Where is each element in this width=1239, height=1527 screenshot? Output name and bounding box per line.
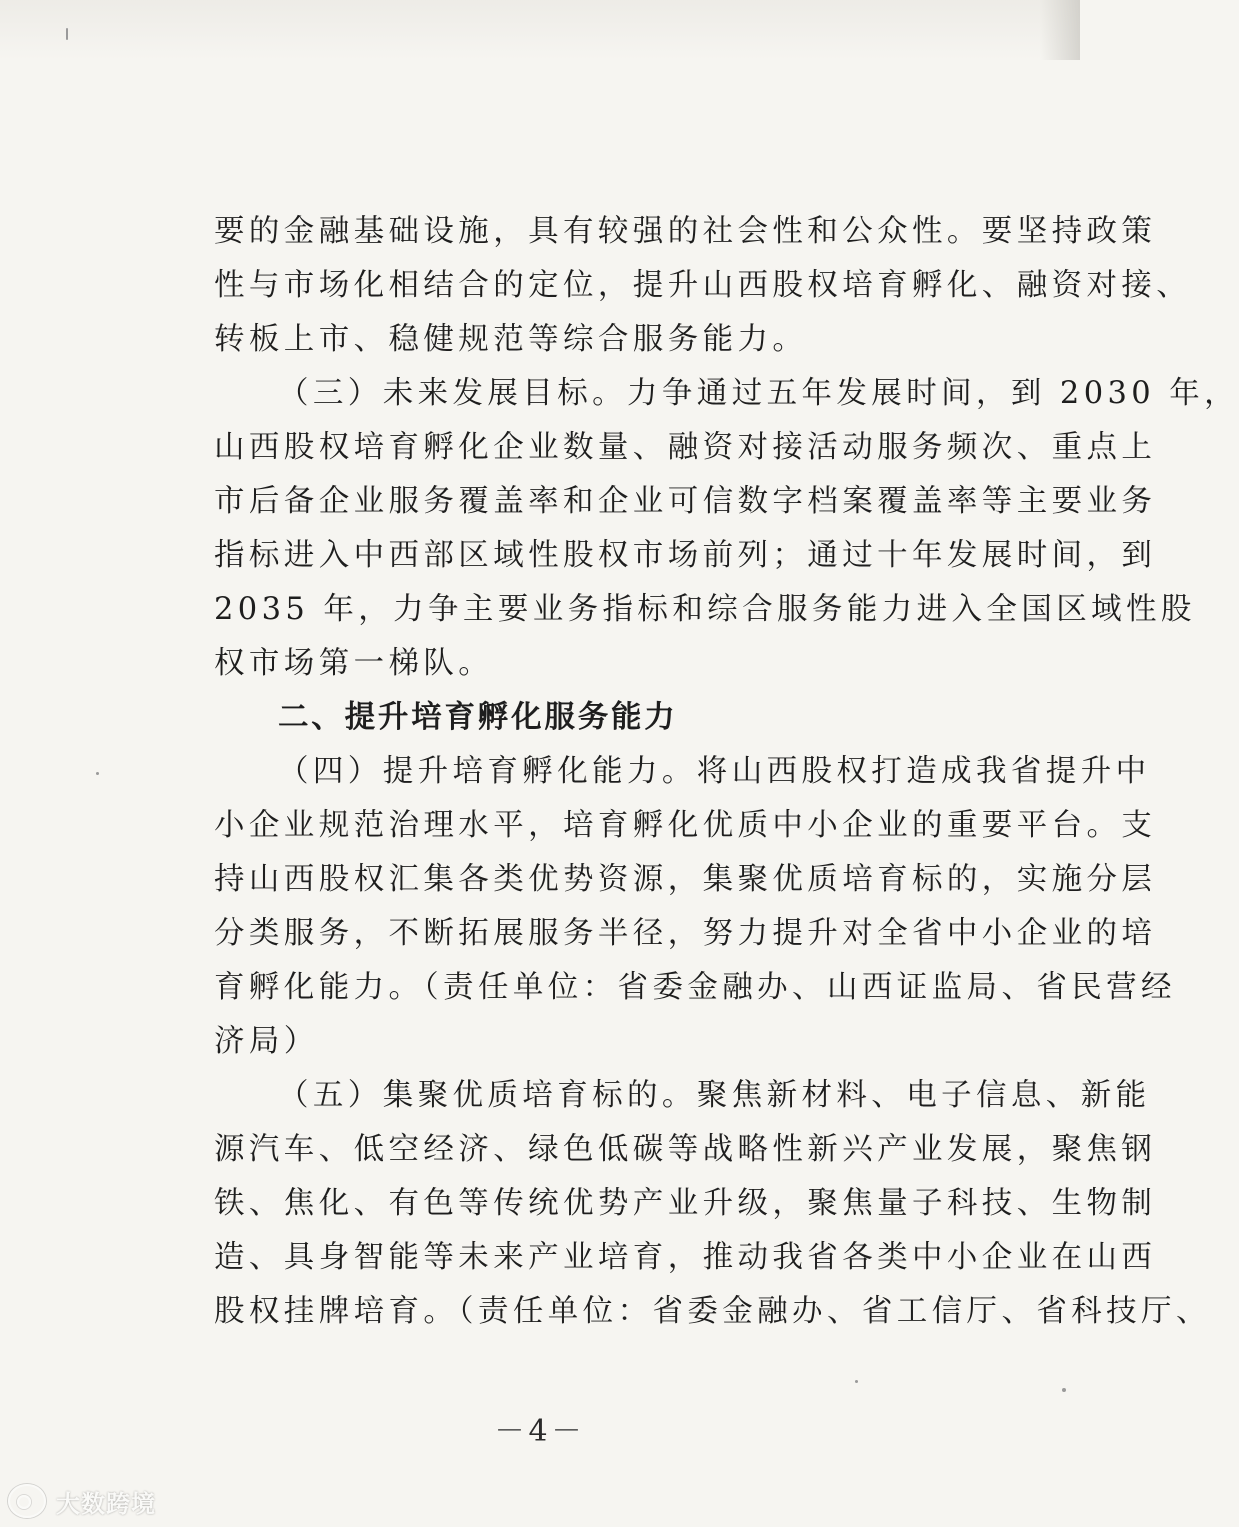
paragraph-line: 造、具身智能等未来产业培育，推动我省各类中小企业在山西: [214, 1240, 1157, 1275]
paragraph-line: 市后备企业服务覆盖率和企业可信数字档案覆盖率等主要业务: [214, 484, 1157, 519]
scan-speck: [96, 772, 99, 775]
section-heading: 二、提升培育孵化服务能力: [278, 700, 678, 735]
paragraph-line: 山西股权培育孵化企业数量、融资对接活动服务频次、重点上: [214, 430, 1157, 465]
document-body: [214, 205, 1239, 1339]
scan-shadow-top: [0, 0, 1080, 60]
watermark: [8, 1482, 156, 1520]
paragraph-line: （四）提升培育孵化能力。将山西股权打造成我省提升中: [278, 754, 1151, 789]
paragraph-line: 济局）: [214, 1024, 319, 1059]
paragraph-line: 要的金融基础设施，具有较强的社会性和公众性。要坚持政策: [214, 214, 1157, 249]
paragraph-line: 源汽车、低空经济、绿色低碳等战略性新兴产业发展，聚焦钢: [214, 1132, 1157, 1167]
paragraph-line: 股权挂牌培育。（责任单位：省委金融办、省工信厅、省科技厅、: [214, 1294, 1211, 1329]
page-number: －4－: [494, 1414, 586, 1449]
paragraph-line: 性与市场化相结合的定位，提升山西股权培育孵化、融资对接、: [214, 268, 1192, 303]
paragraph-line: 育孵化能力。（责任单位：省委金融办、山西证监局、省民营经: [214, 970, 1176, 1005]
paragraph-line: 小企业规范治理水平，培育孵化优质中小企业的重要平台。支: [214, 808, 1157, 843]
watermark-text: 大数跨境: [56, 1489, 156, 1518]
paragraph-line: （三）未来发展目标。力争通过五年发展时间，到 2030 年，: [278, 376, 1239, 411]
scan-speck: [855, 1380, 858, 1383]
paragraph-line: 2035 年，力争主要业务指标和综合服务能力进入全国区域性股: [214, 592, 1196, 627]
scan-shadow-corner: [1040, 0, 1080, 60]
paragraph-line: （五）集聚优质培育标的。聚焦新材料、电子信息、新能: [278, 1078, 1151, 1113]
paragraph-line: 铁、焦化、有色等传统优势产业升级，聚焦量子科技、生物制: [214, 1186, 1157, 1221]
scan-speck: [66, 28, 68, 40]
paragraph-line: 持山西股权汇集各类优势资源，集聚优质培育标的，实施分层: [214, 862, 1157, 897]
paragraph-line: 分类服务，不断拓展服务半径，努力提升对全省中小企业的培: [214, 916, 1157, 951]
scan-speck: [1062, 1388, 1066, 1392]
paragraph-line: 权市场第一梯队。: [214, 646, 494, 681]
brand-logo-icon: [8, 1484, 46, 1518]
paragraph-line: 指标进入中西部区域性股权市场前列；通过十年发展时间，到: [214, 538, 1157, 573]
paragraph-line: 转板上市、稳健规范等综合服务能力。: [214, 322, 808, 357]
